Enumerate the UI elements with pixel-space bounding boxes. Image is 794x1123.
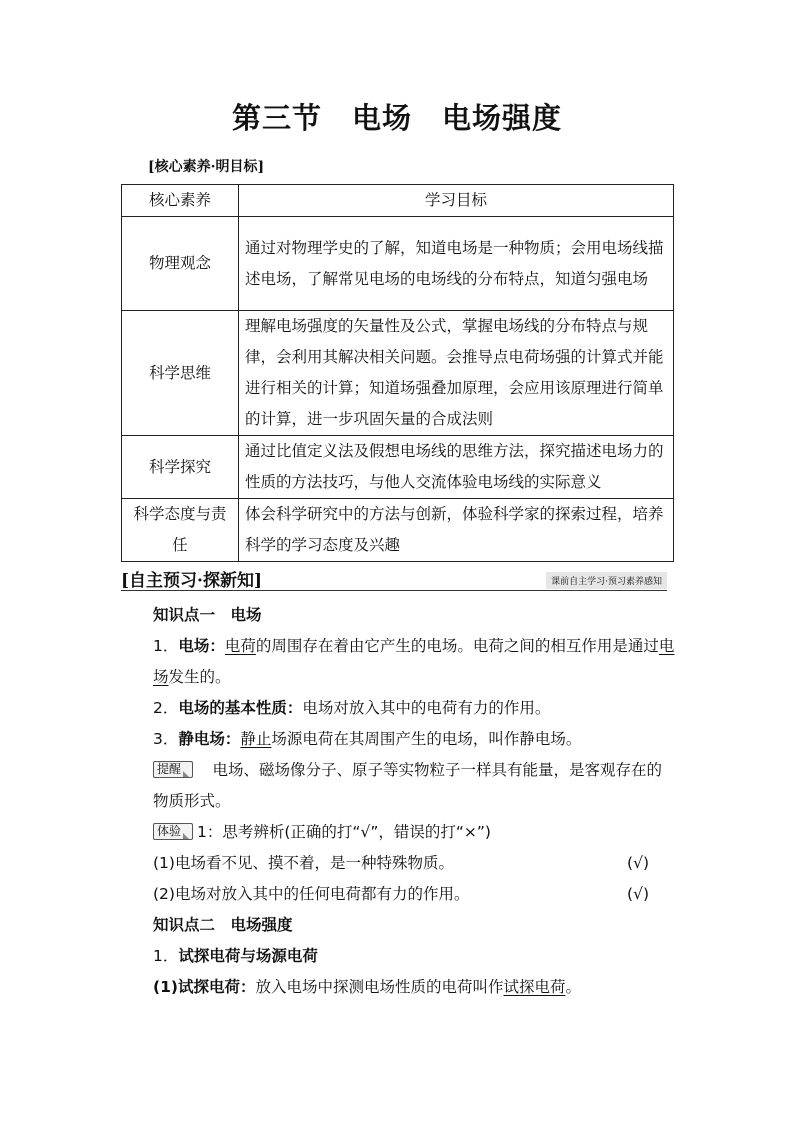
- section-title: [自主预习·探新知]: [121, 571, 263, 591]
- item-label: 静电场：: [178, 730, 241, 748]
- paragraph-electric-field: [121, 631, 677, 693]
- item-text: 场源电荷在其周围产生的电场，叫作静电场。: [271, 730, 582, 748]
- judge-answer: (√): [627, 854, 649, 872]
- judge-answer: (√): [627, 885, 649, 903]
- tip-paragraph: [121, 755, 677, 817]
- table-row: [122, 311, 674, 436]
- row-literacy-name: 科学探究: [122, 436, 239, 499]
- page-title: 第三节 电场 电场强度: [231, 101, 562, 135]
- knowledge-point-1-title: 知识点一 电场: [153, 606, 262, 624]
- section-header: [121, 566, 667, 591]
- experience-paragraph: [121, 817, 677, 848]
- item-text: 放入电场中探测电场性质的电荷叫作: [255, 978, 504, 996]
- judge-item: [121, 879, 677, 910]
- table-header-row: [122, 185, 674, 217]
- tip-text: 电场、磁场像分子、原子等实物粒子一样具有能量，是客观存在的物质形式。: [153, 761, 663, 810]
- judge-text: (1)电场看不见、摸不着，是一种特殊物质。: [153, 854, 454, 872]
- table-row: [122, 499, 674, 562]
- item-text: 电场对放入其中的电荷有力的作用。: [302, 699, 551, 717]
- experience-text: 1：思考辨析(正确的打“√”，错误的打“×”): [197, 823, 491, 841]
- knowledge-point-2-title: 知识点二 电场强度: [153, 916, 293, 934]
- item-number: 1．: [153, 947, 179, 965]
- item-label: 电场的基本性质：: [178, 699, 303, 717]
- table-row: [122, 217, 674, 311]
- section-tag: 课前自主学习·预习素养感知: [546, 572, 667, 589]
- item-label: 试探电荷与场源电荷: [178, 947, 318, 965]
- underlined-term: 试探电荷: [503, 978, 566, 996]
- goals-table: [121, 184, 674, 562]
- item-number: 1．: [153, 637, 179, 655]
- tip-tag: 提醒: [153, 761, 193, 778]
- item-number: 3．: [153, 730, 179, 748]
- item-text: 的周围存在着由它产生的电场。电荷之间的相互作用是通过: [255, 637, 659, 655]
- item-label: (1)试探电荷：: [153, 978, 256, 996]
- item-label: 电场：: [178, 637, 225, 655]
- experience-tag: 体验: [153, 823, 193, 840]
- paragraph-test-charge-heading: [121, 941, 677, 972]
- table-row: [122, 436, 674, 499]
- row-goal-text: 通过比值定义法及假想电场线的思维方法，探究描述电场力的性质的方法技巧，与他人交流体验电场线的实际意义: [239, 436, 674, 499]
- underlined-term: 电场: [153, 637, 675, 686]
- table-header-goal: 学习目标: [239, 185, 674, 217]
- paragraph-test-charge: [121, 972, 677, 1003]
- row-goal-text: 体会科学研究中的方法与创新，体验科学家的探索过程，培养科学的学习态度及兴趣: [239, 499, 674, 562]
- paragraph-basic-property: [121, 693, 677, 724]
- content-body: [121, 600, 677, 1003]
- item-number: 2．: [153, 699, 179, 717]
- row-literacy-name: 科学态度与责任: [122, 499, 239, 562]
- judge-text: (2)电场对放入其中的任何电荷都有力的作用。: [153, 885, 470, 903]
- item-text: 发生的。: [168, 668, 231, 686]
- underlined-term: 电荷: [224, 637, 256, 655]
- table-header-literacy: 核心素养: [122, 185, 239, 217]
- item-text: 。: [565, 978, 582, 996]
- row-literacy-name: 科学思维: [122, 311, 239, 436]
- core-literacy-label: [核心素养·明目标]: [148, 159, 265, 175]
- judge-item: [121, 848, 677, 879]
- underlined-term: 静止: [240, 730, 272, 748]
- row-literacy-name: 物理观念: [122, 217, 239, 311]
- paragraph-electrostatic-field: [121, 724, 677, 755]
- row-goal-text: 通过对物理学史的了解，知道电场是一种物质；会用电场线描述电场，了解常见电场的电场线的分布特点，知道匀强电场: [239, 217, 674, 311]
- row-goal-text: 理解电场强度的矢量性及公式，掌握电场线的分布特点与规律，会利用其解决相关问题。会推导点电荷场强的计算式并能进行相关的计算；知道场强叠加原理，会应用该原理进行简单的计算，进一步巩固矢量的合成法则: [239, 311, 674, 436]
